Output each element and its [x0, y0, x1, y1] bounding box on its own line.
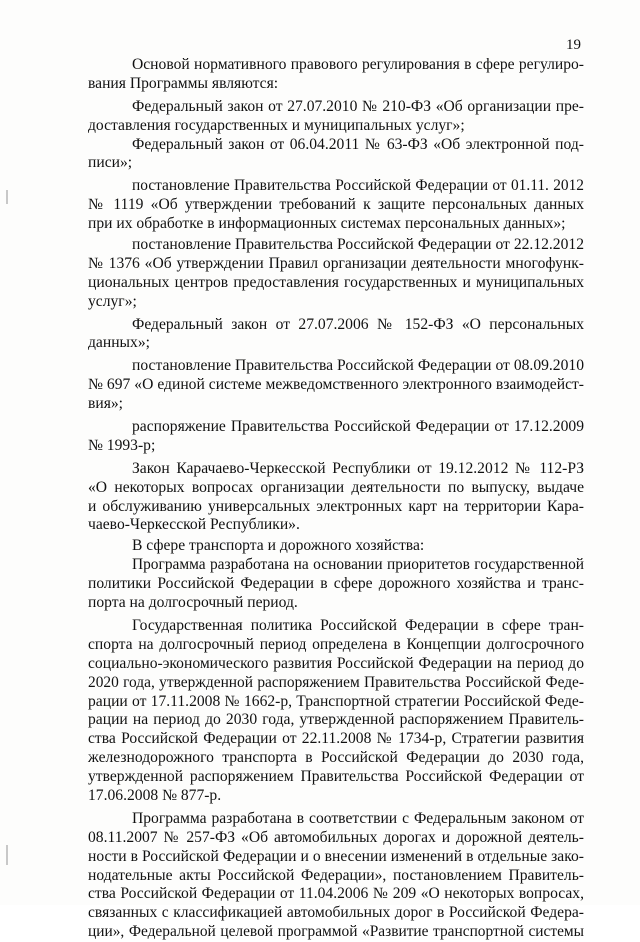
text-line: политики Российской Федерации в сфере дорожного хозяйства и транс- — [88, 575, 584, 593]
text-line: Федеральный закон от 27.07.2010 № 210-ФЗ «Об организации пре- — [132, 97, 584, 115]
text-line: ции», Федеральной целевой программой «Развитие транспортной системы — [88, 923, 584, 941]
text-line: связанных с классификацией автомобильных дорог в Российской Федера- — [88, 904, 584, 922]
text-line: постановление Правительства Российской Федерации от 08.09.2010 — [132, 357, 584, 375]
text-line: при их обработке в информационных системах персональных данных»; — [88, 215, 566, 233]
scan-edge-mark — [6, 845, 8, 865]
text-line: писи»; — [88, 154, 133, 172]
text-line: В сфере транспорта и дорожного хозяйства: — [132, 537, 425, 555]
text-line: Федеральный закон от 06.04.2011 № 63-ФЗ «Об электронной под- — [132, 135, 584, 153]
text-line: циональных центров предоставления государственных и муниципальных — [88, 273, 584, 291]
page-number: 19 — [566, 37, 581, 53]
text-line: № 697 «О единой системе межведомственного электронного взаимодейст- — [88, 376, 584, 394]
text-line: 08.11.2007 № 257-ФЗ «Об автомобильных дорогах и дорожной деятель- — [88, 828, 584, 846]
text-line: постановление Правительства Российской Федерации от 22.12.2012 — [132, 236, 584, 254]
text-line: рации от 17.11.2008 № 1662-р, Транспортной стратегии Российской Феде- — [88, 692, 584, 710]
text-line: Программа разработана на основании приоритетов государственной — [132, 556, 584, 574]
text-line: социально-экономического развития Российской Федерации на период до — [88, 654, 584, 672]
text-line: ности в Российской Федерации и о внесении изменений в отдельные зако- — [88, 847, 584, 865]
text-line: данных»; — [88, 334, 150, 352]
text-line: № 1376 «Об утверждении Правил организации деятельности многофунк- — [88, 254, 584, 272]
text-line: ства Российской Федерации от 22.11.2008 № 1734-р, Стратегии развития — [88, 730, 584, 748]
text-line: распоряжение Правительства Российской Федерации от 17.12.2009 — [132, 418, 584, 436]
text-line: Государственная политика Российской Федерации в сфере тран- — [132, 616, 584, 634]
text-line: Основой нормативного правового регулирования в сфере регулиро- — [132, 56, 584, 73]
text-line: Программа разработана в соответствии с Федеральным законом от — [132, 809, 584, 827]
text-line: ства Российской Федерации от 11.04.2006 № 209 «О некоторых вопросах, — [88, 885, 584, 903]
text-line: постановление Правительства Российской Федерации от 01.11. 2012 — [132, 177, 584, 195]
text-line: спорта на долгосрочный период определена в Концепции долгосрочного — [88, 635, 584, 653]
text-line: вания Программы являются: — [88, 74, 279, 92]
text-line: чаево-Черкесской Республики». — [88, 516, 300, 534]
scan-edge-mark — [6, 190, 8, 204]
document-body — [88, 56, 584, 942]
text-line: № 1993-р; — [88, 436, 156, 454]
text-line: № 1119 «Об утверждении требований к защите персональных данных — [88, 196, 584, 214]
text-line: вия»; — [88, 395, 124, 413]
text-line: «О некоторых вопросах организации деятельности по выпуску, выдаче — [88, 478, 584, 496]
text-line: порта на долгосрочный период. — [88, 594, 298, 612]
text-line: Федеральный закон от 27.07.2006 № 152-ФЗ «О персональных — [132, 315, 584, 333]
text-line: утвержденной распоряжением Правительства Российской Федерации от — [88, 768, 584, 786]
text-line: железнодорожного транспорта в Российской Федерации до 2030 года, — [88, 749, 584, 767]
text-line: рации на период до 2030 года, утвержденной распоряжением Правитель- — [88, 711, 584, 729]
text-line: услуг»; — [88, 292, 137, 310]
text-line: нодательные акты Российской Федерации», постановлением Правитель- — [88, 866, 584, 884]
text-line: Закон Карачаево-Черкесской Республики от 19.12.2012 № 112-РЗ — [132, 459, 584, 477]
text-line: и обслуживанию универсальных электронных карт на территории Кара- — [88, 497, 584, 515]
text-line: 17.06.2008 № 877-р. — [88, 786, 222, 804]
text-line: 2020 года, утвержденной распоряжением Правительства Российской Феде- — [88, 673, 584, 691]
text-line: доставления государственных и муниципальных услуг»; — [88, 116, 465, 134]
